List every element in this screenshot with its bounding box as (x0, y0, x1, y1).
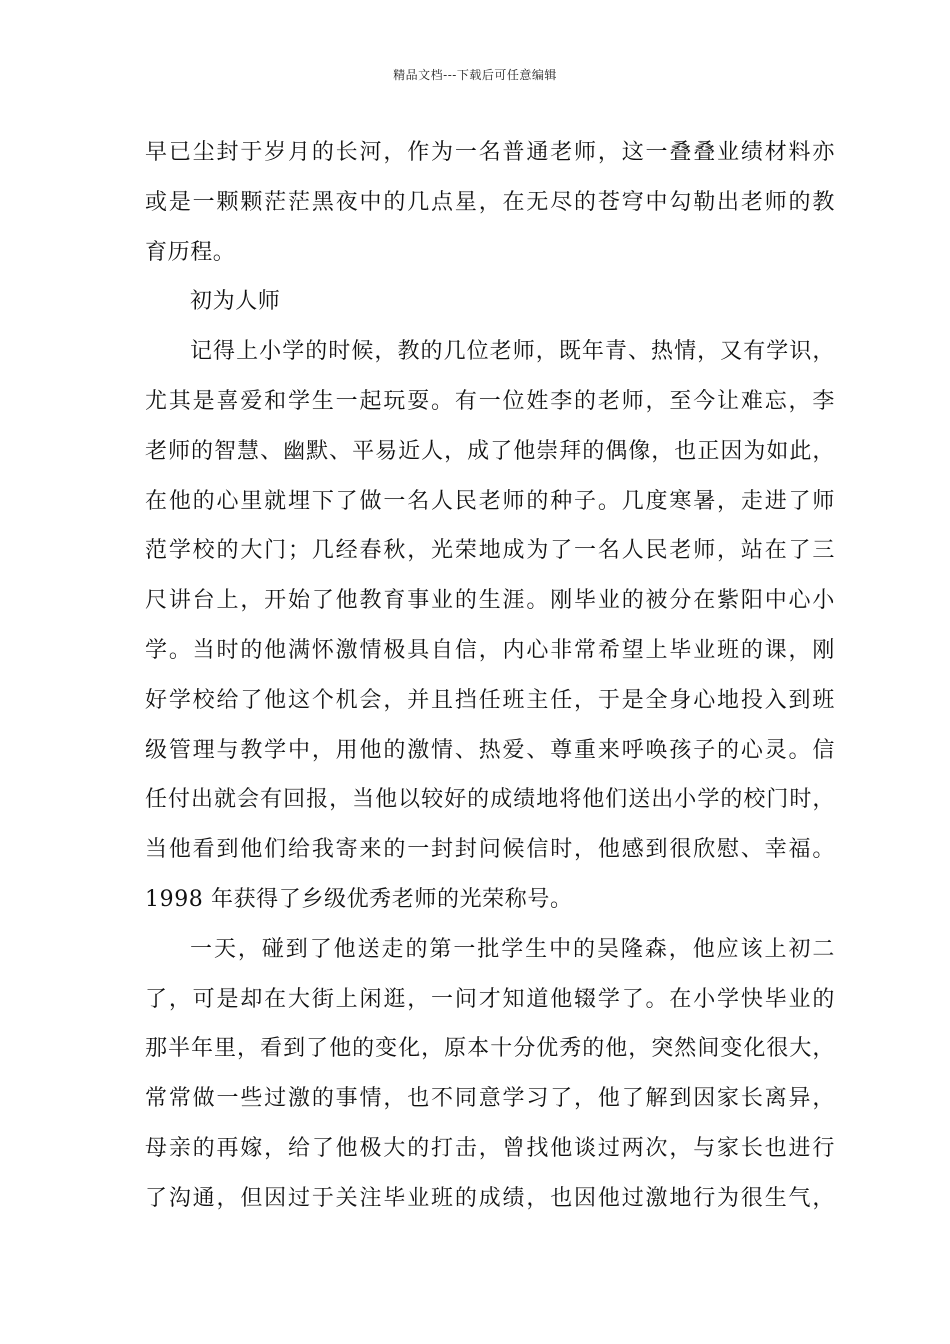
text-line: 那半年里，看到了他的变化，原本十分优秀的他，突然间变化很大， (145, 1036, 835, 1062)
text-line: 尤其是喜爱和学生一起玩耍。有一位姓李的老师，至今让难忘，李 (145, 388, 835, 414)
text-line: 常常做一些过激的事情，也不同意学习了，他了解到因家长离异， (145, 1086, 835, 1112)
text-line: 了，可是却在大街上闲逛，一问才知道他辍学了。在小学快毕业的 (145, 986, 835, 1012)
text-line: 级管理与教学中，用他的激情、热爱、尊重来呼唤孩子的心灵。信 (145, 737, 835, 763)
text-line: 老师的智慧、幽默、平易近人，成了他崇拜的偶像，也正因为如此， (145, 438, 835, 464)
section-heading: 初为人师 (190, 289, 281, 315)
text-line: 1998 年获得了乡级优秀老师的光荣称号。 (145, 886, 573, 912)
text-line: 或是一颗颗茫茫黑夜中的几点星，在无尽的苍穹中勾勒出老师的教 (145, 189, 835, 215)
text-line: 尺讲台上，开始了他教育事业的生涯。刚毕业的被分在紫阳中心小 (145, 588, 835, 614)
text-line: 母亲的再嫁，给了他极大的打击，曾找他谈过两次，与家长也进行 (145, 1135, 835, 1161)
text-line: 好学校给了他这个机会，并且挡任班主任，于是全身心地投入到班 (145, 687, 835, 713)
text-line: 范学校的大门；几经春秋，光荣地成为了一名人民老师，站在了三 (145, 538, 835, 564)
text-line: 记得上小学的时候，教的几位老师，既年青、热情，又有学识， (190, 339, 835, 365)
text-line: 任付出就会有回报，当他以较好的成绩地将他们送出小学的校门时， (145, 787, 835, 813)
text-line: 早已尘封于岁月的长河，作为一名普通老师，这一叠叠业绩材料亦 (145, 140, 835, 165)
text-line: 育历程。 (145, 239, 236, 265)
text-line: 一天，碰到了他送走的第一批学生中的吴隆森，他应该上初二 (190, 936, 835, 962)
text-line: 当他看到他们给我寄来的一封封问候信时，他感到很欣慰、幸福。 (145, 837, 835, 863)
document-body (145, 128, 835, 1224)
text-line: 了沟通，但因过于关注毕业班的成绩，也因他过激地行为很生气， (145, 1185, 835, 1211)
page-header: 精品文档---下载后可任意编辑 (393, 68, 557, 82)
text-line: 学。当时的他满怀激情极具自信，内心非常希望上毕业班的课，刚 (145, 637, 835, 663)
text-line: 在他的心里就埋下了做一名人民老师的种子。几度寒暑，走进了师 (145, 488, 835, 514)
